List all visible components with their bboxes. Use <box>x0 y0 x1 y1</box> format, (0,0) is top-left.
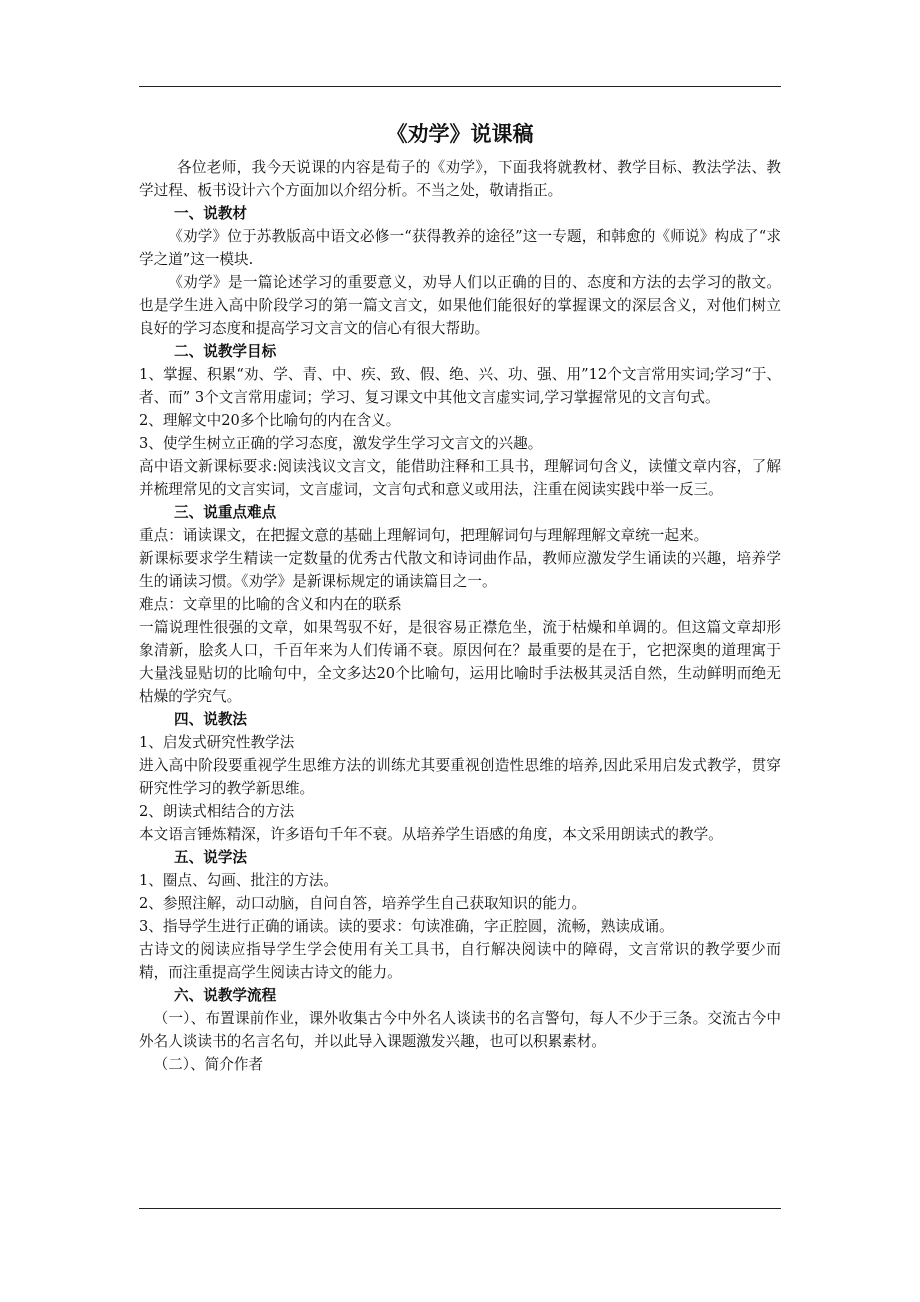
objectives-note: 高中语文新课标要求:阅读浅议文言文，能借助注释和工具书，理解词句含义，读懂文章内容，了解并梳理常见的文言实词，文言虚词，文言句式和意义或用法，注重在阅读实践中举一反三。 <box>139 458 781 498</box>
objective-item-3: 3、使学生树立正确的学习态度，激发学生学习文言文的兴趣。 <box>139 435 543 452</box>
header-rule <box>139 86 781 87</box>
section-heading-teaching-methods: 四、说教法 <box>174 711 248 728</box>
learning-methods-note: 古诗文的阅读应指导学生学会使用有关工具书，自行解决阅读中的障碍，文言常识的教学要少而精，而注重提高学生阅读古诗文的能力。 <box>139 941 781 981</box>
section-heading-textbook: 一、说教材 <box>174 205 248 222</box>
page-title: 《劝学》说课稿 <box>386 121 534 146</box>
section-heading-key-points: 三、说重点难点 <box>174 504 277 521</box>
learning-method-1: 1、圈点、勾画、批注的方法。 <box>139 872 339 889</box>
section-heading-learning-methods: 五、说学法 <box>174 849 248 866</box>
focus-note: 新课标要求学生精读一定数量的优秀古代散文和诗词曲作品，教师应激发学生诵读的兴趣，培养学生的诵读习惯。《劝学》是新课标规定的诵读篇目之一。 <box>139 550 781 590</box>
learning-method-2: 2、参照注解，动口动脑，自问自答，培养学生自己获取知识的能力。 <box>139 895 587 912</box>
section-heading-teaching-process: 六、说教学流程 <box>174 987 277 1004</box>
process-step-1: （一）、布置课前作业，课外收集古今中外名人谈读书的名言警句，每人不少于三条。交流古今中外名人谈读书的名言名句，并以此导入课题激发兴趣，也可以积累素材。 <box>139 1010 781 1050</box>
difficulty-point: 难点：文章里的比喻的含义和内在的联系 <box>139 596 402 613</box>
method-2: 2、朗读式相结合的方法 <box>139 803 295 820</box>
document-body <box>139 118 781 1076</box>
difficulty-note: 一篇说理性很强的文章，如果驾驭不好，是很容易正襟危坐，流于枯燥和单调的。但这篇文章却形象清新，脍炙人口，千百年来为人们传诵不衰。原因何在？最重要的是在于，它把深奥的道理寓于大量浅显贴切的比喻句中，全文多达20个比喻句，运用比喻时手法极其灵活自然，生动鲜明而绝无枯燥的学究气。 <box>139 619 781 705</box>
method-2-note: 本文语言锤炼精深，许多语句千年不衰。从培养学生语感的角度，本文采用朗读式的教学。 <box>139 826 723 843</box>
focus-point: 重点：诵读课文，在把握文意的基础上理解词句，把理解词句与理解理解文章统一起来。 <box>139 527 709 544</box>
process-step-2: （二）、简介作者 <box>153 1056 264 1073</box>
objective-item-2: 2、理解文中20多个比喻句的内在含义。 <box>139 412 401 429</box>
textbook-paragraph-1: 《劝学》位于苏教版高中语文必修一“获得教养的途径”这一专题，和韩愈的《师说》构成了“求学之道”这一模块. <box>139 228 781 268</box>
intro-paragraph: 各位老师，我今天说课的内容是荀子的《劝学》，下面我将就教材、教学目标、教法学法、教学过程、板书设计六个方面加以介绍分析。不当之处，敬请指正。 <box>139 159 781 199</box>
method-1: 1、启发式研究性教学法 <box>139 734 295 751</box>
objective-item-1: 1、掌握、积累“劝、学、青、中、疾、致、假、绝、兴、功、强、用”12个文言常用实词;学习“于、者、而” 3个文言常用虚词；学习、复习课文中其他文言虚实词,学习掌握常见的文言句式。 <box>139 366 781 406</box>
learning-method-3: 3、指导学生进行正确的诵读。读的要求：句读准确，字正腔圆，流畅，熟读成诵。 <box>139 918 674 935</box>
section-heading-objectives: 二、说教学目标 <box>174 343 277 360</box>
method-1-note: 进入高中阶段要重视学生思维方法的训练尤其要重视创造性思维的培养,因此采用启发式教学，贯穿研究性学习的教学新思维。 <box>139 757 781 797</box>
textbook-paragraph-2: 《劝学》是一篇论述学习的重要意义，劝导人们以正确的目的、态度和方法的去学习的散文。也是学生进入高中阶段学习的第一篇文言文，如果他们能很好的掌握课文的深层含义，对他们树立良好的学习态度和提高学习文言文的信心有很大帮助。 <box>139 274 781 337</box>
footer-rule <box>139 1208 781 1209</box>
